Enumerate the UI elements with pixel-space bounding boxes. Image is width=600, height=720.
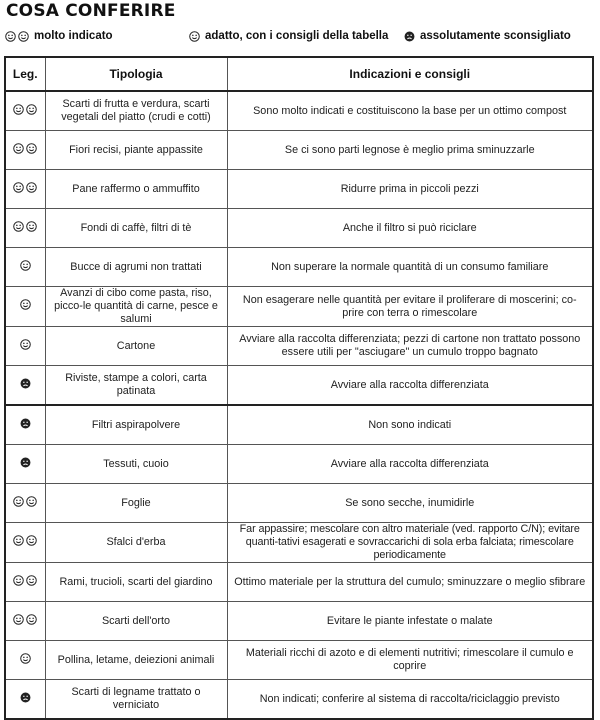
sad-face-icon [404,31,415,42]
rating-icon [13,182,37,193]
rating-cell [5,602,45,641]
table-row [5,131,593,170]
rating-cell [5,209,45,248]
frown-icon [404,31,415,42]
smiley-icon [13,182,24,193]
header-legend: Leg. [5,57,45,91]
smiley-icon [13,496,24,507]
smiley-icon [5,31,16,42]
smiley-icon [26,104,37,115]
rating-cell [5,523,45,563]
advice-cell: Se sono secche, inumidirle [227,484,593,523]
legend-suitable [189,30,388,42]
rating-cell [5,170,45,209]
frown-icon [20,418,31,429]
advice-cell: Materiali ricchi di azoto e di elementi nutritivi; rimescolare il cumulo e coprire [227,641,593,680]
advice-cell: Non sono indicati [227,405,593,445]
type-cell: Bucce di agrumi non trattati [45,248,227,287]
advice-cell: Ottimo materiale per la struttura del cumulo; sminuzzare o meglio sfibrare [227,563,593,602]
smiley-icon [189,31,200,42]
smiley-icon [26,614,37,625]
table-row [5,405,593,445]
smiley-icon [13,221,24,232]
advice-cell: Evitare le piante infestate o malate [227,602,593,641]
type-cell: Pollina, letame, deiezioni animali [45,641,227,680]
legend-very-recommended [5,30,113,42]
table-row [5,563,593,602]
table-row [5,602,593,641]
table-row [5,445,593,484]
legend-label-ok: adatto, con i consigli della tabella [205,30,389,42]
advice-cell: Se ci sono parti legnose è meglio prima sminuzzarle [227,131,593,170]
table-row [5,680,593,720]
legend-not-recommended [404,30,571,42]
smiley-icon [26,221,37,232]
rating-cell [5,680,45,720]
smiley-icon [20,339,31,350]
rating-icon [20,260,31,271]
advice-cell: Non indicati; conferire al sistema di raccolta/riciclaggio previsto [227,680,593,720]
rating-cell [5,91,45,131]
rating-icon [13,221,37,232]
advice-cell: Sono molto indicati e costituiscono la base per un ottimo compost [227,91,593,131]
type-cell: Avanzi di cibo come pasta, riso, picco-le quantità di carne, pesce e salumi [45,287,227,327]
rating-icon [13,104,37,115]
rating-cell [5,366,45,406]
table-row [5,287,593,327]
type-cell: Fiori recisi, piante appassite [45,131,227,170]
smiley-icon [26,535,37,546]
rating-icon [20,339,31,350]
advice-cell: Non superare la normale quantità di un consumo familiare [227,248,593,287]
smiley-icon [13,143,24,154]
smiley-icon [26,143,37,154]
smiley-icon [26,496,37,507]
rating-cell [5,405,45,445]
rating-icon [13,575,37,586]
advice-cell: Avviare alla raccolta differenziata [227,445,593,484]
type-cell: Sfalci d'erba [45,523,227,563]
type-cell: Filtri aspirapolvere [45,405,227,445]
advice-cell: Far appassire; mescolare con altro materiale (ved. rapporto C/N); evitare quanti-tativi esagerati e sovraccarichi di sola erba falciata; rimescolare periodicamente [227,523,593,563]
rating-cell [5,131,45,170]
type-cell: Cartone [45,327,227,366]
smiley-icon [26,182,37,193]
rating-icon [13,614,37,625]
rating-cell [5,563,45,602]
rating-cell [5,484,45,523]
type-cell: Scarti di legname trattato o verniciato [45,680,227,720]
table-row [5,484,593,523]
smiley-icon [26,575,37,586]
rating-icon [13,143,37,154]
frown-icon [20,378,31,389]
type-cell: Rami, trucioli, scarti del giardino [45,563,227,602]
advice-cell: Avviare alla raccolta differenziata [227,366,593,406]
frown-icon [20,692,31,703]
table-row [5,91,593,131]
smiley-icon [13,614,24,625]
rating-cell [5,248,45,287]
rating-icon [13,535,37,546]
header-advice: Indicazioni e consigli [227,57,593,91]
rating-icon [20,378,31,389]
header-type: Tipologia [45,57,227,91]
rating-icon [20,457,31,468]
rating-icon [13,496,37,507]
advice-cell: Avviare alla raccolta differenziata; pezzi di cartone non trattato possono essere utili per "asciugare" un cumulo troppo bagnato [227,327,593,366]
rating-icon [20,299,31,310]
advice-cell: Non esagerare nelle quantità per evitare il proliferare di moscerini; co-prire con terra o rimescolare [227,287,593,327]
smiley-icon [18,31,29,42]
type-cell: Pane raffermo o ammuffito [45,170,227,209]
type-cell: Fondi di caffè, filtri di tè [45,209,227,248]
rating-cell [5,445,45,484]
smiley-face-icon [189,31,200,42]
advice-cell: Anche il filtro si può riciclare [227,209,593,248]
legend-label-very: molto indicato [34,30,113,42]
table-row [5,523,593,563]
type-cell: Scarti dell'orto [45,602,227,641]
page-title: COSA CONFERIRE [6,1,176,21]
type-cell: Tessuti, cuoio [45,445,227,484]
smiley-icon [13,575,24,586]
frown-icon [20,457,31,468]
type-cell: Scarti di frutta e verdura, scarti vegetali del piatto (crudi e cotti) [45,91,227,131]
smiley-icon [20,653,31,664]
two-smiley-faces-icon [5,31,29,42]
rating-icon [20,418,31,429]
compost-table [4,56,594,720]
table-header-row [5,57,593,91]
rating-cell [5,287,45,327]
rating-icon [20,653,31,664]
table-row [5,209,593,248]
table-row [5,327,593,366]
table-row [5,170,593,209]
smiley-icon [20,299,31,310]
rating-cell [5,327,45,366]
advice-cell: Ridurre prima in piccoli pezzi [227,170,593,209]
legend [0,30,600,46]
type-cell: Foglie [45,484,227,523]
table-row [5,366,593,406]
rating-icon [20,692,31,703]
table-row [5,641,593,680]
rating-cell [5,641,45,680]
smiley-icon [13,535,24,546]
smiley-icon [13,104,24,115]
type-cell: Riviste, stampe a colori, carta patinata [45,366,227,406]
table-row [5,248,593,287]
smiley-icon [20,260,31,271]
legend-label-no: assolutamente sconsigliato [420,30,571,42]
